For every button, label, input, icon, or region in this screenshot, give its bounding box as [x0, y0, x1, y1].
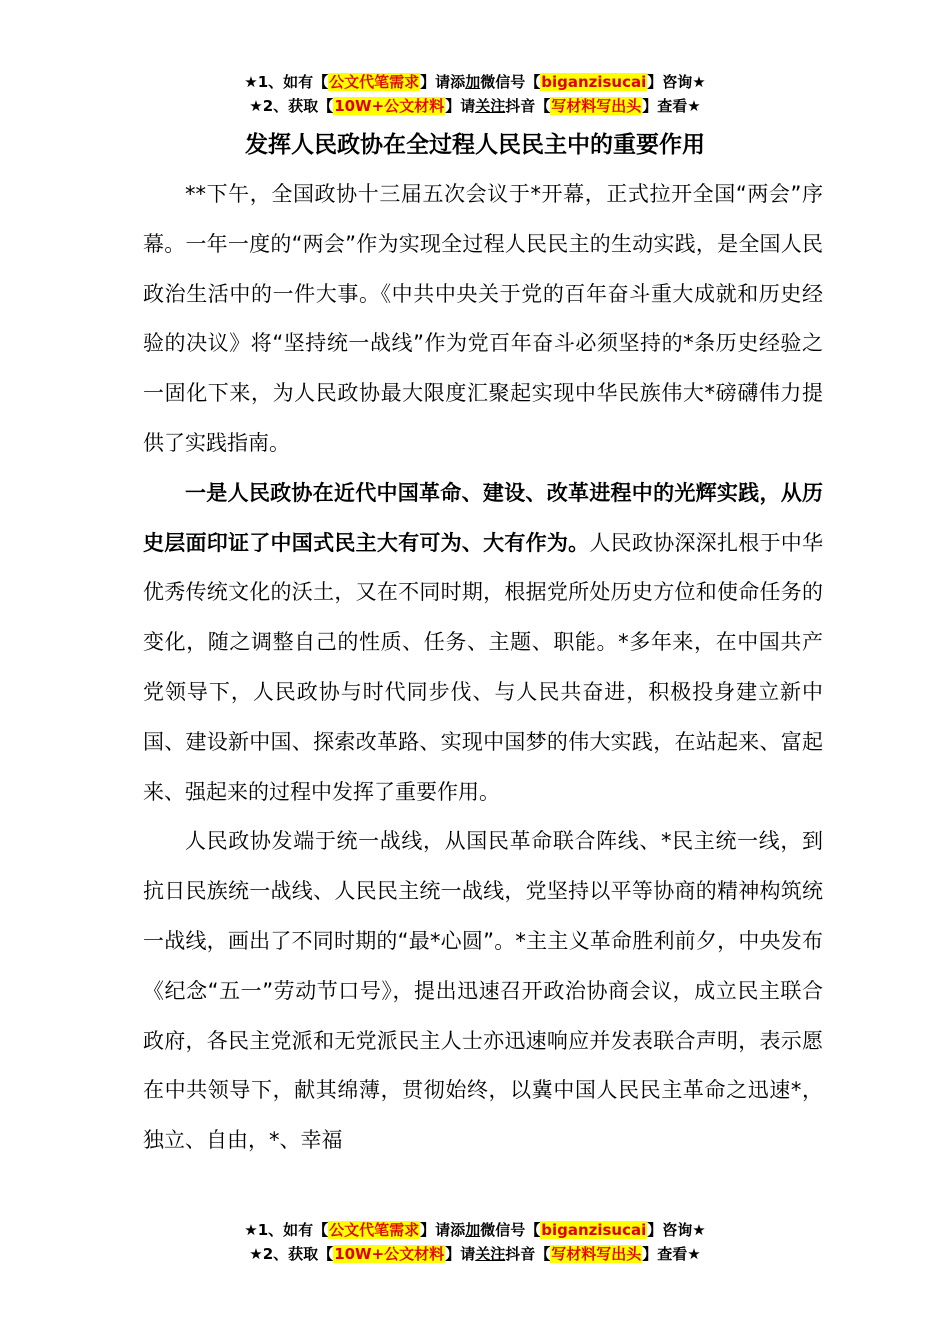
banner-text: ★2、获取【 [249, 1245, 334, 1263]
document-title: 发挥人民政协在全过程人民民主中的重要作用 [245, 132, 705, 158]
banner-line-2 [0, 94, 950, 118]
paragraph-2 [143, 469, 823, 818]
banner-text: 微信号【 [480, 73, 541, 91]
document-body [143, 170, 823, 1166]
banner-highlight: 10W+公文材料 [334, 1245, 445, 1263]
paragraph-3: 人民政协发端于统一战线，从国民革命联合阵线、*民主统一线，到抗日民族统一战线、人民民主统一战线，党坚持以平等协商的精神构筑统一战线，画出了不同时期的“最*心圆”。*主主义革命胜利前夕，中央发布《纪念“五一”劳动节口号》，提出迅速召开政治协商会议，成立民主联合政府，各民主党派和无党派民主人士亦迅速响应并发表联合声明，表示愿在中共领导下，献其绵薄，贯彻始终，以冀中国人民民主革命之迅速*，独立、自由，*、幸福 [143, 829, 823, 1153]
banner-underline: 加 [465, 73, 481, 91]
banner-text: ★2、获取【 [249, 97, 334, 115]
banner-text: 】查看★ [642, 97, 701, 115]
banner-text: 】咨询★ [647, 73, 706, 91]
banner-text: ★1、如有【 [244, 1221, 329, 1239]
banner-underline: 关注 [475, 1245, 506, 1263]
banner-line-1 [0, 1218, 950, 1242]
footer-banner [0, 1218, 950, 1266]
banner-line-1 [0, 70, 950, 94]
banner-text: 】请添 [420, 1221, 466, 1239]
banner-text: 】请添 [420, 73, 466, 91]
paragraph-2-lead: 一是人民政协在近代中国革命、建设、改革进程中的光辉实践，从历史层面印证了中国式民主大有可为、大有作为。 [143, 480, 823, 555]
banner-text: ★1、如有【 [244, 73, 329, 91]
header-banner [0, 70, 950, 118]
paragraph-1: **下午，全国政协十三届五次会议于*开幕，正式拉开全国“两会”序幕。一年一度的“两会”作为实现全过程人民民主的生动实践，是全国人民政治生活中的一件大事。《中共中央关于党的百年奋斗重大成就和历史经验的决议》将“坚持统一战线”作为党百年奋斗必须坚持的*条历史经验之一固化下来，为人民政协最大限度汇聚起实现中华民族伟大*磅礴伟力提供了实践指南。 [143, 182, 823, 455]
banner-text: 微信号【 [480, 1221, 541, 1239]
banner-text: 抖音【 [505, 97, 551, 115]
banner-highlight: 写材料写出头 [551, 1245, 642, 1263]
banner-highlight: 公文代笔需求 [329, 1221, 420, 1239]
banner-text: 】请 [445, 1245, 476, 1263]
banner-highlight: 写材料写出头 [551, 97, 642, 115]
banner-text: 】查看★ [642, 1245, 701, 1263]
paragraph-2-text: 人民政协深深扎根于中华优秀传统文化的沃土，又在不同时期，根据党所处历史方位和使命任务的变化，随之调整自己的性质、任务、主题、职能。*多年来，在中国共产党领导下，人民政协与时代同步伐、与人民共奋进，积极投身建立新中国、建设新中国、探索改革路、实现中国梦的伟大实践，在站起来、富起来、强起来的过程中发挥了重要作用。 [143, 530, 824, 804]
banner-underline: 关注 [475, 97, 506, 115]
banner-highlight: 公文代笔需求 [329, 73, 420, 91]
banner-text: 】咨询★ [647, 1221, 706, 1239]
banner-text: 】请 [445, 97, 476, 115]
banner-line-2 [0, 1242, 950, 1266]
banner-highlight: biganzisucai [541, 1221, 647, 1239]
banner-text: 抖音【 [505, 1245, 551, 1263]
banner-highlight: biganzisucai [541, 73, 647, 91]
banner-highlight: 10W+公文材料 [334, 97, 445, 115]
banner-underline: 加 [465, 1221, 481, 1239]
